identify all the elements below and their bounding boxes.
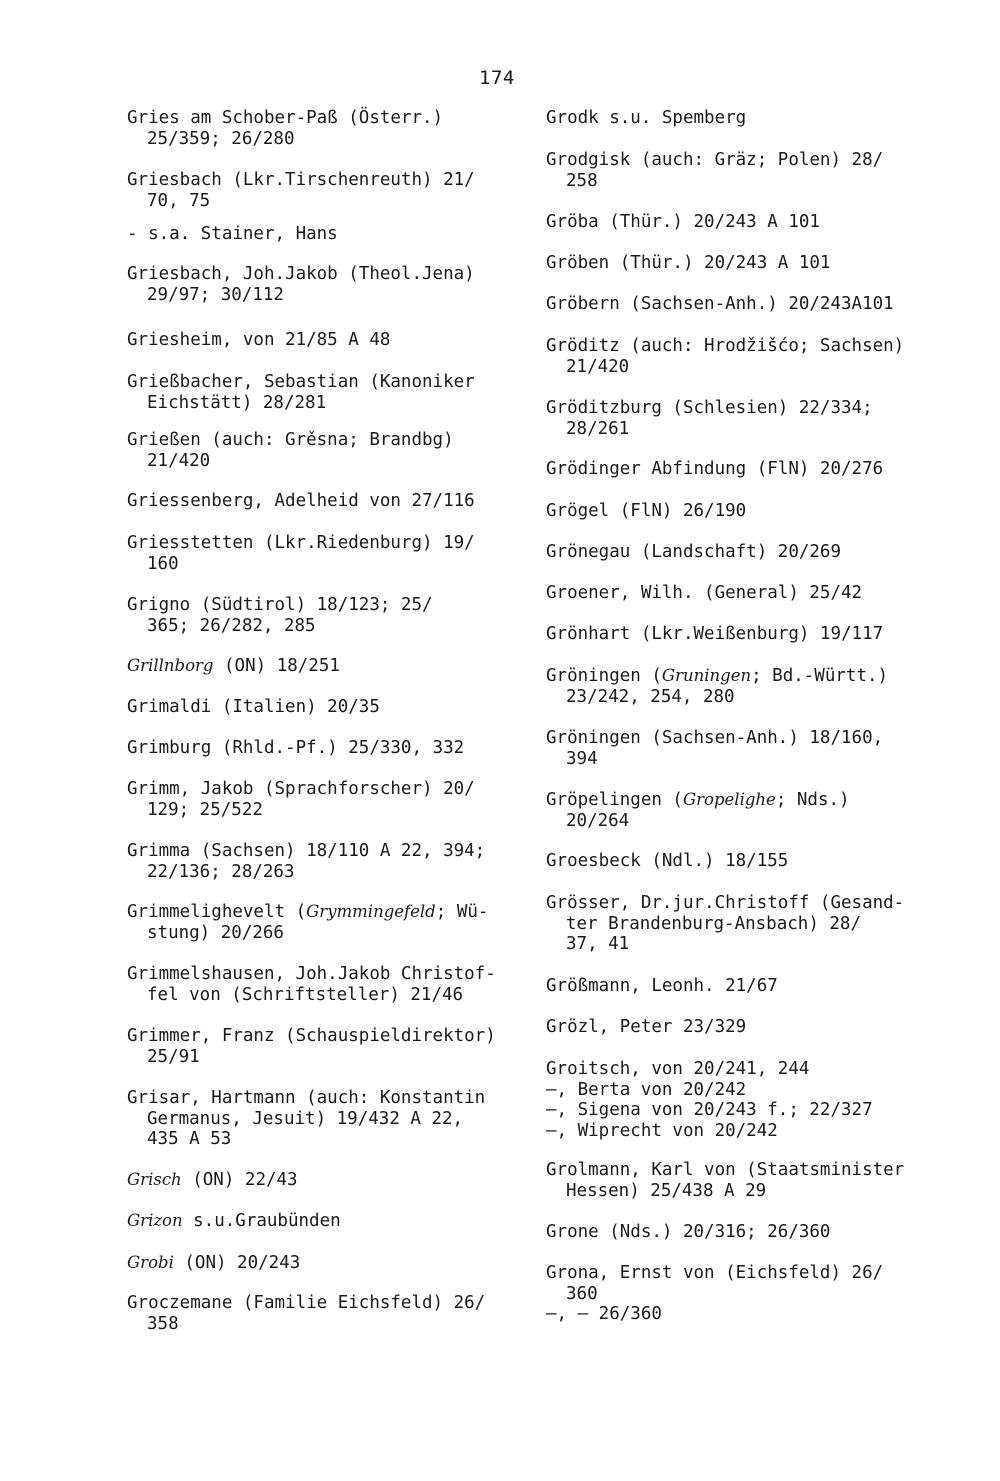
entry-line — [127, 1170, 298, 1191]
entry-line: Germanus, Jesuit) 19/432 A 22, — [147, 1108, 464, 1129]
index-entry — [127, 841, 485, 882]
entry-italic-name: Gropelighe — [682, 790, 776, 809]
entry-line: 21/420 — [147, 450, 211, 471]
entry-line: Grönegau (Landschaft) 20/269 — [546, 542, 842, 562]
index-entry — [127, 738, 464, 759]
entry-line: Größmann, Leonh. 21/67 — [546, 976, 778, 996]
index-entry — [546, 851, 788, 872]
entry-line: —, Sigena von 20/243 f.; 22/327 — [546, 1100, 873, 1120]
entry-line: Gröba (Thür.) 20/243 A 101 — [546, 212, 820, 232]
index-entry — [127, 533, 475, 574]
index-entry — [546, 1160, 904, 1201]
entry-line: Grolmann, Karl von (Staatsminister — [546, 1160, 905, 1180]
index-entry — [546, 253, 830, 274]
index-entry — [546, 666, 888, 707]
index-entry — [127, 595, 433, 636]
entry-line: Gries am Schober-Paß (Österr.) — [127, 108, 444, 128]
index-entry — [127, 1170, 298, 1191]
index-entry — [127, 224, 338, 245]
entry-line: 394 — [566, 748, 598, 769]
entry-italic-name: Gruningen — [661, 666, 752, 685]
entry-line: Grigno (Südtirol) 18/123; 25/ — [127, 595, 433, 615]
entry-line: Grimaldi (Italien) 20/35 — [127, 697, 380, 717]
entry-line: Grönhart (Lkr.Weißenburg) 19/117 — [546, 624, 884, 644]
index-entry — [127, 372, 475, 413]
entry-line: Groitsch, von 20/241, 244 — [546, 1059, 810, 1079]
entry-line: Grodk s.u. Spemberg — [546, 108, 747, 128]
entry-line: - s.a. Stainer, Hans — [127, 224, 338, 244]
entry-line: 365; 26/282, 285 — [147, 615, 316, 636]
entry-line: Gröben (Thür.) 20/243 A 101 — [546, 253, 831, 273]
entry-line: Gröningen (Sachsen-Anh.) 18/160, — [546, 728, 884, 748]
entry-italic-name: Grobi — [127, 1253, 174, 1272]
entry-line: —, — 26/360 — [546, 1304, 662, 1324]
entry-text: ; Nds.) — [775, 790, 850, 810]
entry-line: Groener, Wilh. (General) 25/42 — [546, 583, 863, 603]
entry-line: Eichstätt) 28/281 — [147, 392, 327, 413]
index-entry — [546, 108, 746, 129]
entry-line: ter Brandenburg-Ansbach) 28/ — [566, 913, 862, 934]
entry-line: Grödinger Abfindung (FlN) 20/276 — [546, 459, 884, 479]
entry-line: 360 — [566, 1283, 598, 1304]
entry-line — [546, 790, 850, 811]
entry-line: Griesstetten (Lkr.Riedenburg) 19/ — [127, 533, 475, 553]
entry-line: Grimmelshausen, Joh.Jakob Christof- — [127, 964, 496, 984]
entry-text: (ON) 22/43 — [181, 1170, 298, 1190]
entry-line — [127, 656, 340, 677]
entry-text: ; Bd.-Württ.) — [751, 666, 889, 686]
entry-line: 29/97; 30/112 — [147, 284, 284, 305]
entry-line: Grießbacher, Sebastian (Kanoniker — [127, 372, 475, 392]
index-entry — [546, 1017, 746, 1038]
entry-line: Grösser, Dr.jur.Christoff (Gesand- — [546, 893, 905, 913]
entry-line: Grona, Ernst von (Eichsfeld) 26/ — [546, 1263, 884, 1283]
index-entry — [546, 501, 746, 522]
entry-text: (ON) 18/251 — [213, 656, 340, 676]
entry-line: Griesbach, Joh.Jakob (Theol.Jena) — [127, 264, 475, 284]
entry-text: ; Wü- — [435, 902, 489, 922]
index-entry — [546, 150, 883, 191]
entry-line: 129; 25/522 — [147, 799, 263, 820]
index-entry — [127, 697, 380, 718]
index-entry — [546, 212, 820, 233]
entry-line: 160 — [147, 553, 179, 574]
index-entry — [546, 976, 778, 997]
index-entry — [127, 430, 454, 471]
index-entry — [546, 583, 862, 604]
entry-line: Grodgisk (auch: Gräz; Polen) 28/ — [546, 150, 884, 170]
index-entry — [127, 170, 475, 211]
entry-line — [127, 1253, 300, 1274]
entry-italic-name: Grillnborg — [127, 656, 214, 675]
index-entry — [546, 398, 873, 439]
index-entry — [127, 902, 488, 943]
index-entry — [127, 330, 390, 351]
entry-italic-name: Grizon — [127, 1211, 183, 1230]
entry-line: —, Wiprecht von 20/242 — [546, 1120, 778, 1141]
entry-text: (ON) 20/243 — [173, 1253, 301, 1273]
entry-line: 37, 41 — [566, 934, 630, 954]
index-entry — [127, 1026, 496, 1067]
entry-line: 22/136; 28/263 — [147, 861, 295, 882]
page-number: 174 — [479, 67, 515, 89]
index-entry — [546, 624, 883, 645]
index-entry — [127, 264, 475, 305]
entry-line: Grögel (FlN) 26/190 — [546, 501, 747, 521]
entry-line: 25/359; 26/280 — [147, 128, 295, 149]
entry-text: Gröpelingen ( — [546, 790, 683, 810]
index-entry — [546, 1222, 830, 1243]
entry-line: Hessen) 25/438 A 29 — [566, 1180, 767, 1201]
index-entry — [127, 1253, 300, 1274]
index-entry — [127, 964, 496, 1005]
entry-line: Grimburg (Rhld.-Pf.) 25/330, 332 — [127, 738, 465, 758]
entry-line: Gröditz (auch: Hrodžišćo; Sachsen) — [546, 336, 905, 356]
index-entry — [127, 1293, 485, 1334]
index-entry — [546, 336, 904, 377]
entry-line: 28/261 — [566, 418, 630, 439]
entry-line: 70, 75 — [147, 190, 211, 211]
entry-line: Griesheim, von 21/85 A 48 — [127, 330, 391, 350]
entry-text: Gröningen ( — [546, 666, 662, 686]
entry-line: 25/91 — [147, 1046, 200, 1067]
entry-italic-name: Grisch — [127, 1170, 182, 1189]
entry-line: Grießen (auch: Grěsna; Brandbg) — [127, 430, 454, 450]
entry-line: —, Berta von 20/242 — [546, 1079, 747, 1100]
index-entry — [127, 779, 475, 820]
entry-line: Gröbern (Sachsen-Anh.) 20/243A101 — [546, 294, 894, 314]
entry-text: s.u.Graubünden — [182, 1211, 341, 1231]
entry-line: 435 A 53 — [147, 1129, 232, 1149]
index-entry — [546, 1059, 873, 1141]
entry-line: Grimma (Sachsen) 18/110 A 22, 394; — [127, 841, 486, 861]
entry-line: 358 — [147, 1313, 179, 1334]
index-entry — [127, 1088, 485, 1150]
index-entry — [546, 459, 883, 480]
entry-line — [127, 902, 488, 923]
entry-line: Grözl, Peter 23/329 — [546, 1017, 747, 1037]
entry-line: 23/242, 254, 280 — [566, 686, 735, 707]
entry-line: Grimmer, Franz (Schauspieldirektor) — [127, 1026, 496, 1046]
entry-italic-name: Grymmingefeld — [306, 902, 436, 921]
entry-line: Groczemane (Familie Eichsfeld) 26/ — [127, 1293, 486, 1313]
index-entry — [127, 1211, 341, 1232]
entry-line: stung) 20/266 — [147, 922, 284, 943]
entry-line: 20/264 — [566, 810, 630, 831]
entry-line: 21/420 — [566, 356, 630, 377]
entry-line — [546, 666, 888, 687]
entry-line: Griesbach (Lkr.Tirschenreuth) 21/ — [127, 170, 475, 190]
index-entry — [127, 656, 340, 677]
index-entry — [546, 728, 883, 769]
entry-line: Gröditzburg (Schlesien) 22/334; — [546, 398, 873, 418]
entry-line — [127, 1211, 341, 1232]
index-entry — [546, 1263, 883, 1325]
index-entry — [127, 491, 475, 512]
entry-line: Grimm, Jakob (Sprachforscher) 20/ — [127, 779, 475, 799]
index-entry — [127, 108, 443, 149]
entry-line: fel von (Schriftsteller) 21/46 — [147, 984, 464, 1005]
entry-text: Grimmelighevelt ( — [127, 902, 307, 922]
entry-line: 258 — [566, 170, 598, 191]
index-entry — [546, 790, 850, 831]
entry-line: Grisar, Hartmann (auch: Konstantin — [127, 1088, 486, 1108]
entry-line: Groesbeck (Ndl.) 18/155 — [546, 851, 789, 871]
entry-line: Griessenberg, Adelheid von 27/116 — [127, 491, 475, 511]
index-entry — [546, 294, 894, 315]
entry-line: Grone (Nds.) 20/316; 26/360 — [546, 1222, 831, 1242]
index-entry — [546, 893, 904, 955]
index-entry — [546, 542, 841, 563]
